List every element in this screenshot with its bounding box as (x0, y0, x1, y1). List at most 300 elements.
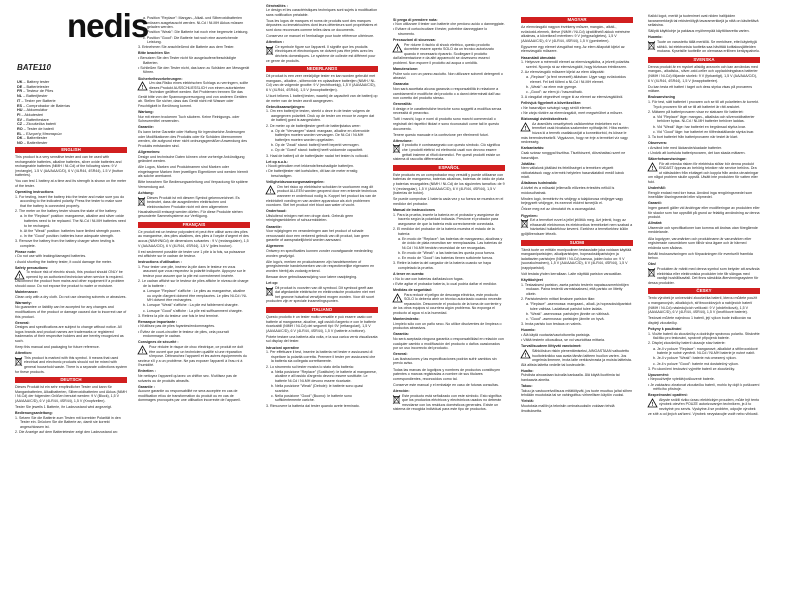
suomi-intro: Tämä tuote on erittäin monipuolinen testauslaite joka voidaan käyttää mangaaniparistojen, alkaliparistojen, hopeaoksidiparistojen ja ladattavien paristojen (NiMH / Ni-Cd) kanssa, joiden koko on: 9 V (suorakulmainen), 1,5 V (AA/AAA/C/D), 6 V (4LR44, 4SR44), 1,5 V (nappiparistot). (521, 247, 632, 270)
nederlands-instructions-title: Gebruiksaanwijzingen: (266, 104, 306, 109)
section-header-suomi: SUOMI (521, 240, 633, 246)
english-operating-list (15, 195, 127, 249)
svenska-warranty-text: Ingen garanti gäller vid ändringar eller modifieringar av produkten eller för skador som har uppstått på grund av felaktig användning av denna produkt. (648, 205, 760, 220)
suomi-maintenance-text: Puhdista ainoastaan kuivalla kankaalla. Älä käytä liuottimia tai hankaavia aineita. (521, 373, 620, 382)
deutsch-intro: Dieses Produkt ist ein sehr empfindlicher Tester und kann für Manganbatterien, Alkalibatterien, Silberoxidbatterien und Akkus (NiMH / Ni-Cd) der folgenden Größen benutzt werden: 9 V (Block), 1,5 V (AA/AAA/C/D), 6 V (4LR44, 4SR44), 1,5 V (Knopfzellen). (15, 385, 127, 403)
warning-icon (266, 186, 275, 196)
column-3 (266, 0, 378, 583)
list-item: c. In the "Good" position: batteries have adequate strength. (20, 233, 115, 238)
magyar-maintenance-title: Karbantartás: (521, 146, 545, 151)
section-header-francais: FRANÇAIS (138, 222, 250, 228)
section-header-cesky: ČESKY (648, 288, 760, 294)
deutsch-general-text: Design und technische Daten können ohne vorherige Ankündigung geändert werden. (138, 154, 245, 164)
italiano-general-text: Il design e le caratteristiche tecniche sono soggetti a modifica senza necessità di preavviso. (393, 106, 502, 116)
language-code: ES (17, 103, 23, 108)
cesky-instructions-list (648, 332, 760, 372)
francais-attention-title: Attention : (266, 40, 284, 45)
list-item: 2. De meter op de batterijtester geeft de batterijstatus weer: (266, 123, 361, 128)
cesky-intro-2: Testovat můžete najednou 1 baterii, její výkon bude indikován na displeji zkoušečky. (648, 316, 751, 325)
svg-text:!: ! (18, 274, 21, 281)
magyar-maintenance-text: Csak száraz ronggyal tisztítsa. Tisztítószert, dörzshatású szert ne használjon. (521, 150, 626, 160)
nederlands-intro-2: U kunt telkens 1 batterij testen, waarbij de capaciteit van de batterij op de meter van de tester wordt aangegeven. (266, 94, 378, 103)
magyar-safety-text: ! Az áramütés veszélyének csökkentése érdekében ezt a terméket csak hivatalos szakember nyithatja fel. Hiba esetén húzza ki a termék csatlakozóját a konnektorból, és kösse le más berendezésekről. Vigyázzon, hogy ne érje a terméket víz vagy nedvesség. (521, 121, 629, 145)
list-item: 3. Remove the battery from the battery charger when testing is complete. (15, 239, 115, 248)
language-label: – Comprobador de Baterías (22, 103, 70, 108)
list-item: a. Vid "Replace" läge: mangan-, alkaliska och silveroxidbatterier behöver bytas. Ni-Cd / Ni-MH batterier behöver laddas. (653, 114, 755, 124)
deutsch-note-title: Bitte beachten Sie: (138, 51, 171, 56)
cesky-note-list (648, 377, 760, 391)
magyar-intro: Az elemvizsgáló nagyon érzékeny műszer, mangán-, alkáli-, ezüstoxid-elemek, illetve (NiMH / Ni-Cd) újratölthető akkuk mérésére alkalmas, a következő méretben: 9 V (négyszögletes), 1,5 V (AA/AAA/C/D), 6 V (4LR44, 4SR44), 1,5 V (gombelem). (521, 25, 631, 43)
espanol-warranty-title: Garantía: (393, 332, 409, 337)
list-item: 2. Le cadran affiché sur le testeur de piles affiche le niveau de charge de la batterie : (138, 279, 249, 288)
suomi-general-text-3: Säilytä käyttöohje ja pakkaus myöhempää käyttötarvetta varten. (648, 29, 750, 34)
suomi-warranty-text: Takuu ja vastuuvelvollisuus mitätöityvät, jos tuote muuttuu ja/tai siihen tehdään muutoksia tai se vahingoittuu virheellisen käytön vuoksi. (521, 388, 633, 398)
nederlands-general-text-3: Bewaar deze gebruiksaanwijzing voor latere raadpleging. (266, 274, 358, 279)
list-item: 3. Po ukončení testování vyjměte baterii ze zkoušečky. (648, 366, 736, 371)
column-6 (648, 0, 760, 595)
list-item: • Använd inte med läckande/skadade batterier. (648, 145, 722, 150)
section-header-magyar: MAGYAR (521, 17, 633, 23)
english-note-list (15, 254, 127, 264)
section-header-english: ENGLISH (15, 147, 127, 153)
francais-general-text-2: Tous les logos de marques et noms de produits sont des marques déposées ou immatriculées dont leurs détenteurs sont propriétaires et sont donc reconnues comme telles dans ce documents. (266, 18, 378, 32)
list-item: a. „Replace" (a fent nevezett) állásban: Ugye vagy ezüstoxidos elemet. Fel kell tölteni a Ni-Cd / Ni-MH elemet. (526, 75, 626, 84)
magyar-general-text-3: Őrizze meg ezt az útmutatót és a csomagolást. (521, 207, 596, 212)
nederlands-general-text-2: Alle logo's, merken en productnamen zijn handelsmerken of geregistreerde handelsmerken van de respectievelijke eigenaren en worden hierbij als zodanig erkend. (266, 259, 375, 273)
italiano-warranty-title: Garanzia: (393, 82, 410, 87)
nederlands-general-title: Algemeen: (266, 244, 285, 249)
francais-maintenance-text: Ne nettoyez l'appareil qu'avec un chiffon sec. N'utilisez pas de solvants ou de produits abrasifs. (138, 374, 237, 383)
espanol-attention-title: Atención: (393, 388, 410, 393)
language-label: – Tester per Batterie (20, 98, 56, 103)
list-item: 3. Retirez la pile du testeur une fois le test terminé. (138, 313, 219, 318)
language-code: FR (17, 89, 23, 94)
list-item: 1. Setzen Sie die Batterie zum Testen mit korrekter Polarität in den Tester ein. Drücken Sie die Batterie an, damit sie korrekt angeschlossen ist. (15, 415, 121, 429)
francais-safety-text: ! Pour réduire le risque de choc électrique, ce produit ne doit être ouvert que par un technicien qualifié si une réparation s'impose. Débranchez l'appareil et les autres équipements du secteur s'il y a un problème. Ne pas exposer l'appareil à l'eau ni à l'humidité. (138, 344, 247, 368)
suomi-general-text: Muutoksia malliin ja teknisiin ominaisuuksiin voidaan tehdä ilmoituksetta. (521, 403, 615, 413)
warning-icon (15, 271, 24, 279)
list-item: a. Je-li v poloze "Replace": manganové, alkalické a stříbrooxidové baterie je nutné vyměnit. Ni-Cd / Ni-MH baterie je nutné nabít. (653, 346, 758, 356)
list-item: b. At the "Weak" position: batteries have limited strength power. (20, 228, 121, 233)
list-item: 3. A vizsgálat végeztével vegye ki az elemet az elemvizsgálóból. (521, 95, 624, 100)
english-general-text-2: Keep this manual and packaging for future reference. (15, 345, 100, 350)
language-label: – Tester de baterii (22, 127, 54, 132)
nederlands-safety-title: Veiligheidsvoorzorgsmaatregelen: (266, 180, 325, 185)
svenska-safety-text: ! För att minska risken för elektriska stötar bör denna produkt ENDAST öppnas av behörig tekniker när service behövs. Dra ut nätsladden från eluttaget och koppla från andra utrustningar om något problem skulle uppstå. Utsätt inte produkten för vatten eller fukt. (648, 161, 759, 184)
suomi-instructions-title: Käyttöohjeet (521, 278, 543, 283)
nederlands-note-title: Let op a.u.b.: (266, 159, 289, 164)
deutsch-general-title: Allgemeines: (138, 149, 161, 154)
list-item: 3. Rimuovere la batteria dal tester quando avete terminato. (266, 403, 360, 408)
list-item: b. "Weak" -asennossa: paristojen jännite on vähissä. (526, 312, 610, 316)
english-intro: This product is a very sensitive tester and can be used with rechargeable batteries, alkaline batteries, silver oxide batteries and rechargeable batteries (NiMH / Ni-Cd) of the following sizes: 9 V (rectangle), 1.5 V (AA/AAA/C/D), 6 V (4LR44, 4SR44), 1.5 V (button batteries). (15, 155, 124, 178)
english-maintenance-text: Clean only with a dry cloth. Do not use cleaning solvents or abrasives. (15, 294, 127, 299)
list-item: 2. Die Anzeige auf dem Batterietester zeigt den Ladezustand an: (15, 430, 118, 435)
deutsch-warranty-title: Garantie: (138, 125, 154, 130)
list-item: 3. Retire la batería del cargador de la batería cuando se haya completado la prueba. (393, 261, 491, 271)
suomi-attention-text: Tuote on varustettu tällä merkillä. Se merkitsee, ettei käytettyjä sähkö- tai elektronisia tuotteita saa hävittää kotitalousjätteiden mukana. Kyseisille tuotteille on olemassa erillinen keräyspalvelu. (648, 40, 760, 54)
english-attention-text: This product is marked with this symbol. It means that used electrical and electronic products should not be mixed with general household waste. There is a separate collections system for these products. (15, 355, 128, 374)
language-label: – Akkutesteri (20, 112, 44, 117)
italiano-attention-title: Attenzione: (393, 138, 413, 143)
weee-bin-icon (266, 287, 273, 298)
espanol-intro-2: Se puede comprobar 1 batería cada vez y su fuerza se muestra en el medidor del probador. (393, 197, 504, 206)
list-item: c. En modo de "Good": las baterías tienen suficiente fuerza. (398, 256, 494, 261)
cesky-safety-text: ! Abyste snížili riziko úrazu elektrickým proudem, může být tento výrobek otevřen POUZE autorizovaným technikem, je-li to nezbytné pro servis. Vyskytne-li se problém, odpojte výrobek ze sítě a od jiných zařízení. Výrobek nevystavujte vodě nebo vlhkosti. (648, 397, 760, 416)
magyar-note-list (521, 106, 633, 116)
deutsch-cont-list (138, 16, 250, 50)
list-item: 1. Helyezze a mérendő elemet az elemvizsgálóba, a jelzett polaritás szerint. Nyomja rá az elemvizsgálót, hogy biztosan érintkezzen. (521, 60, 630, 69)
magyar-general-text: A kivitel és a műszaki jellemzők előzetes értesítés nélkül is módosulhatnak. (521, 186, 615, 195)
italiano-intro-2: Potete testare una batteria alla volta, e la sua carica verrà visualizzata sul display del tester. (266, 334, 378, 344)
weee-bin-icon (15, 357, 22, 368)
list-item: a. En modo de "Replace": las baterías de manganeso, alcalinas y de óxido de plata necesitan ser reemplazadas. Las baterías de Ni-Cd / Ni-MH tendrán necesidad de ser recargadas. (398, 236, 503, 250)
italiano-warranty-text: Non sarà accettata alcuna garanzia o responsabilità in relazione a cambiamenti e modifiche del prodotto o a danni determinati dall'uso non corretto del prodotto stesso. (393, 86, 501, 101)
list-item: 3. Haal de batterij uit de batterijlader nadat het testen is voltooid. (266, 153, 369, 158)
list-item: 2. Lo strumento sul tester mostra lo stato della batteria: (266, 364, 354, 369)
warning-icon (393, 294, 402, 304)
italiano-note-list (393, 22, 505, 36)
list-item: • Schließen Sie den Tester nicht, das kann zu Schäden am Messgerät führen. (138, 65, 250, 75)
list-item: • Ne zárja rövidre az elemvizsgálót, mert megsérülhet a műszer. (521, 111, 623, 116)
language-list (17, 80, 127, 146)
francais-intro-2: Il est seulement possible de tester une 1 pile à la fois, sa puissance est affichée sur le cadran de testeur. (138, 249, 246, 259)
espanol-safety-title: Medidas de seguridad: (393, 288, 432, 293)
svenska-attention-text: Produkten är märkt med denna symbol som betyder att använda elektriska eller elektroniska produkter inte får slängas med vanligt hushållsavfall. Det finns särskilda återvinningssystem för dessa produkter. (648, 267, 760, 285)
list-item: b. Lorsque "Weak" s'affiche : La pile est faiblement chargée. (143, 303, 239, 308)
language-label: – Battery tester (22, 80, 50, 84)
deutsch-attention-text: Dieses Produkt ist mit diesem Symbol gekennzeichnet. Es bedeutet, dass die ausgedienten elektrischen und elektronischen Produkte nicht mit dem allgemeinen Haushaltsmüll entsorgt werden dürfen. Für diese Produkte stehen gesonderte Sammelsysteme zur Verfügung. (138, 195, 243, 219)
english-maintenance-title: Maintenance: (15, 290, 38, 295)
list-item: • Évitez de court-circuiter le testeur de piles, cela pourrait endommager le cadran. (138, 329, 229, 339)
english-safety-title: Safety precautions: (15, 265, 49, 270)
espanol-general-text: Las ilustraciones y las especificaciones podrán sufrir cambios sin previo aviso. (393, 356, 497, 366)
svenska-note-title: Observera: (648, 141, 667, 146)
english-section (15, 144, 127, 435)
suomi-maintenance-title: Huolto: (521, 368, 534, 373)
list-item: 3. Entnehmen Sie anschließend die Batterie aus dem Tester. (138, 45, 235, 50)
deutsch-instructions-list (15, 416, 127, 435)
column-2 (138, 0, 250, 597)
svenska-instructions-title: Bruksanvisning (648, 95, 675, 100)
list-item: c. Je-li v poloze "Good": baterie má dostatečný výkon. (653, 361, 739, 366)
language-code: RO (17, 127, 23, 132)
nederlands-instructions-list (266, 109, 378, 158)
weee-bin-icon (266, 46, 273, 57)
svenska-maintenance-title: Underhåll: (648, 186, 666, 191)
list-item: b. En modo de "Weak": a las baterías les queda poca fuerza. (398, 251, 495, 256)
nederlands-attention-text: Dit product is voorzien van dit symbool. Dit symbool geeft aan dat afgedankte elektrische en elektronische producten niet met het gewone huisafval verwijderd mogen worden. Voor dit soort producten zijn er speciale inzamelingspunten. (266, 285, 375, 304)
nederlands-note-list (266, 164, 378, 178)
francais-attention-text: Ce symbole figure sur l'appareil. Il signifie que les produits électriques et électroniques ne doivent pas être jetés avec les déchets domestiques. Le système de collecte est différent pour ce genre de produits. (266, 44, 376, 63)
deutsch-general-text-3: Bitte bewahren Sie Bedienungsanleitung und Verpackung für spätere Verwendung auf. (138, 180, 248, 190)
suomi-general-title: Yleistä: (521, 399, 534, 404)
francais-note-list (138, 324, 250, 338)
francais-instructions-title: Instructions d'utilisation : (138, 260, 182, 265)
svenska-intro-2: Du kan testa ett batteri i taget och dess styrka visas på provarens mätare. (648, 84, 753, 94)
espanol-attention-text: Este producto está señalizado con este símbolo. Esto significa que los productos eléctricos y electrónicos usados no deberán mezclarse con los residuos domésticos generales. Existe un sistema de recogida individual para este tipo de productos. (393, 393, 502, 412)
list-item: • Nepoužívejte vyteklé/poškozené baterie. (648, 377, 715, 382)
list-item: 3. Irrota paristo kun testaus on valmis. (521, 322, 582, 327)
list-item: • Älä käytä vuotavia/vaurioituneita paristoja. (521, 333, 591, 338)
deutsch-attention-title: Achtung: (138, 191, 154, 196)
suomi-intro-2: Voit testata yhden kerrallaan. Laite näyttää pariston varaustilan. (521, 271, 623, 276)
nederlands-maintenance-title: Onderhoud: (266, 209, 287, 214)
svenska-warranty-title: Garanti: (648, 201, 662, 206)
magyar-instructions-list (521, 60, 633, 100)
list-item: 2. El medidor del probador de la batería muestra el estado de la batería: (393, 226, 495, 236)
suomi-safety-title: Turvallisuuteen liittyvät varotoimet: (521, 344, 582, 349)
suomi-instructions-list (521, 283, 633, 327)
list-item: 3. Ta bort batteriet från batteriprovaren när testet är klart. (648, 135, 739, 140)
language-code: NO (17, 141, 23, 146)
magyar-warranty-text: Nem vállalunk jótállást és felelősséget a terméken végzett változtatások vagy a termék helytelen használatából eredő károk miatt. (521, 166, 625, 180)
italiano-maintenance-text: Pulire solo con un panno asciutto. Non utilizzare solventi detergenti o abrasivi. (393, 71, 503, 81)
weee-bin-icon (393, 144, 400, 155)
magyar-instructions-title: Használati útmutató: (521, 55, 557, 60)
svenska-maintenance-text: Rengör endast med torr trasa. Använd inga rengöringsmedel som innehåller lösningsmedel eller slipmedel. (648, 190, 753, 200)
english-general-title: General: (15, 320, 30, 325)
section-header-nederlands: NEDERLANDS (266, 66, 378, 72)
cesky-note-title: Upozornění: (648, 372, 669, 377)
language-label: – Batterijtester (22, 94, 48, 99)
list-item: b. Op de "Zwak" stand: batterij heeft beperkt vermogen. (271, 143, 360, 148)
language-label: – Batteritester (22, 141, 48, 146)
list-item: c. Position "Good": Die Batterie hat noch eine ausreichende Leistung. (143, 35, 238, 45)
svg-text:!: ! (524, 125, 527, 132)
list-item: • Evite agitar el probador batería, lo cual podría dañar el medidor. (393, 281, 497, 286)
language-label: – Batteritester (22, 136, 48, 141)
francais-general-text-3: Conservez ce manuel et l'emballage pour toute référence ultérieure. (266, 34, 375, 39)
section-header-italiano: ITALIANO (266, 307, 378, 313)
espanol-general-text-3: Conserve este manual y el embalaje en caso de futuras consultas. (393, 382, 499, 387)
list-item: • Evitare di cortocircuitare il tester, potrebbe danneggiare lo strumento. (393, 27, 488, 36)
nederlands-intro: Dit product is een zeer veelzijdige tester en kan worden gebruikt met mangaan-, alkaline-, silberoxide en oplaadbare batterijen (NiMH / Ni-Cd) van de volgende grootte: 9 V (rechthoekig), 1,5 V (AA/AAA/C/D), 6 V (4LR44, 4SR44), 1,5 V (knoopbatterijen). (266, 74, 376, 92)
language-code: IT (17, 98, 21, 103)
cesky-intro: Tento výrobek je univerzální zkoušečka baterií, kterou můžete použít u manganových, alkalických, stříbrooxidových a nabíjecích baterií (NiMH / Ni-Cd) následujících velikostí: 9 V (obdélníková), 1,5 V (AA/AAA/C/D), 6 V (4LR44, 4SR44), 1,5 V (knoflíkové baterie). (648, 296, 758, 315)
list-item: c. Nella posizione "Good" (Buono): le batterie sono sufficientemente cariche. (271, 393, 352, 403)
warning-icon (521, 123, 530, 133)
english-safety-text: ! To reduce risk of electric shock, this product should ONLY be opened by an authorized technician when service is required. Disconnect the product from mains and other equipment if a problem should occur. Do not expose the product to water or moisture. (15, 270, 125, 288)
warning-icon (138, 346, 147, 356)
weee-bin-icon (648, 41, 655, 52)
list-item: 1. For testing, insert the battery into the tester and make sure you do according to the indicated polarity. Press the tester to make sure that the battery is connected properly. (15, 194, 125, 208)
list-item: 2. Mätaren på batteriprovaren visar ev statusen för batteriet: (648, 109, 744, 114)
list-item: • Nooit gebruiken met lekkende/beschadigde batterijen. (266, 164, 354, 169)
list-item: a. Op de "Vervangen" stand: mangaan, alkaline en zilveroxide batterijen moeten worden vervangen. De Ni-Cd / Ni-MH batterijen moeten worden opgeladen. (271, 128, 370, 143)
list-item: c. „Good": az elem jó / használható. (526, 90, 583, 95)
language-code: CZ (17, 122, 23, 127)
warning-icon (648, 163, 657, 173)
francais-safety-title: Consignes de sécurité : (138, 340, 179, 345)
espanol-safety-text: ! Para reducir el peligro de descarga eléctrica, este producto SOLO lo debería abrir un técnico autorizado cuando necesite reparación. Desconecte el producto de la toma de corriente y de los otros equipos si ocurriera algún problema. No exponga el producto al agua ni a la humedad. (393, 292, 502, 315)
suomi-general-text-2: Kaikki logot, merkit ja tuotenimet ovat niiden haltijoiden tavaramerkkejä tai rekisteröityjä tavaramerkkejä ja niitä on käsiteltävä sellaisina. (648, 14, 759, 28)
list-item: 1. Vložte baterii do zkoušečky a dodržujte správnou polaritu. Stiskněte tlačítko pro testování, správně připojená baterie. (648, 331, 760, 341)
magyar-warranty-title: Jótállás: (521, 161, 536, 166)
cesky-safety-title: Bezpečnostní opatření: (648, 393, 688, 398)
language-code: HU (17, 108, 23, 113)
list-item: 1. Per effettuare il test, inserire la batteria nel tester e assicurarsi di rispettare la polarità corretta. Premere il tester per assicurarsi che la batteria sia collegata correttamente. (266, 350, 376, 364)
list-item: • N'utilisez pas de piles fuyantes/endommagées. (138, 324, 216, 329)
italiano-maintenance-title: Manutenzione: (393, 67, 419, 72)
list-item: a. Lorsque "Replace" s'affiche : Le piles au manganèse, alcaline ou oxyde d'argent doivent être remplacées. Le piles Ni-Cd / Ni-MH doivent être rechargées. (143, 289, 247, 303)
deutsch-safety-text: ! Um das Risiko eines elektrischen Schlags zu verringern, sollte dieses Produkt AUSSCHLIESSLICH von einem autorisierten Techniker geöffnet werden. Bei Problemen trennen Sie das Gerät bitte von der Spannungsversorgung und von anderen Geräten ab. Stellen Sie sicher, dass das Gerät nicht mit Wasser oder Feuchtigkeit in Berührung kommt. (138, 81, 249, 109)
weee-bin-icon (393, 395, 400, 406)
english-warranty-title: Warranty: (15, 300, 32, 305)
english-intro-2: You can test 1 battery at a time and its strength is shown on the meter of the tester. (15, 179, 127, 189)
list-item: • Vältä testerin oikosulkua, se voi vaurioittaa mittaria. (521, 338, 605, 343)
model-number: BATE110 (17, 63, 51, 72)
italiano-general-title: Generalità: (393, 102, 412, 107)
nederlands-warranty-text: Voor wijzigingen en veranderingen aan het product of schade veroorzaakt door een verkeerd gebruik van dit product, kan geen garantie of aansprakelijkheid worden aanvaard. (266, 229, 370, 243)
svenska-general-title: Allmänt: (648, 221, 663, 226)
francais-warranty-title: Garantie : (138, 384, 155, 389)
italiano-note-title: Si prega di prendere nota: (393, 17, 438, 22)
italiano-instructions-list (266, 350, 378, 408)
list-item: • Benutzen Sie den Tester nicht für ausgelaufene/beschädigte Batterien. (138, 56, 237, 65)
espanol-instructions-list (393, 213, 505, 271)
list-item: • De batterijtester niet kortsluiten, dit kan de meter ernstig beschadigen. (266, 169, 358, 179)
list-item: • Do not use with leaking/damaged batteries. (15, 254, 87, 259)
list-item: c. Lorsque "Good" s'affiche : La pile est suffisamment chargée. (143, 308, 243, 313)
espanol-instructions-title: Manual de instrucciones (393, 207, 435, 212)
magyar-note-title: Felhívjuk figyelmét a következőkre: (521, 101, 582, 106)
list-item: • Undvik att kortsluta batteriprovaren, det kan skada mätaren. (648, 150, 746, 155)
svg-text:!: ! (396, 46, 399, 53)
nederlands-warranty-title: Garantie: (266, 224, 282, 229)
list-item: 1. För test, sätt batteriet i provaren och se till att polariteten är korrekt. Tryck provaren för att se till att batteriet är rätt anslutet. (648, 99, 759, 109)
francais-intro: Ce produit est un testeur polyvalent et peut être utilisé avec des piles au manganèse, des piles alcalines, des piles à l'oxyde d'argent et des accus (NiMH/NiCd) de dimensions suivantes : 9 V (rectangulaire), 1,5 V (AA/AAA/C/D), 6 V (4LR44, 4SR44), 1,5 V (piles bouton). (138, 229, 249, 248)
italiano-attention-text: Il prodotto è contrassegnato con questo simbolo. Ciò significa che i prodotti elettrici ed elettronici usati non devono essere gettati insieme ai rifiuti domestici. Per questi prodotti esiste un sistema di raccolta differenziata. (393, 143, 501, 162)
deutsch-instructions-title: Bedienungsanleitung: (15, 411, 53, 416)
svenska-general-text-3: Behåll bruksanvisningen och förpackningen för eventuellt framtida behov. (648, 251, 753, 261)
espanol-note-title: A tener en cuenta: (393, 272, 425, 277)
francais-instructions-list (138, 265, 250, 319)
svenska-note-list (648, 146, 760, 156)
language-label: – Ελεγκτής Μπαταριών (21, 131, 62, 136)
list-item: a. Nella posizione "Replace" (Sostituire): le batterie al manganese, alcaline e all'ossido d'argento devono essere sostituite. Le batterie Ni-Cd / Ni-MH devono essere ricaricate. (271, 369, 377, 383)
italiano-intro: Questo prodotto è un tester molto versatile e può essere usato con batterie al manganese, alcaline, agli ossidi d'argento e con le batterie ricaricabili (NiMH / Ni-Cd) dei seguenti tipi: 9V (rettangolari), 1,5 V (AA/AAA/C/D), 6 V (4LR44, 4SR44), 1,5 V (batterie a bottone). (266, 315, 376, 333)
svg-text:!: ! (396, 296, 399, 303)
svg-text:!: ! (269, 188, 272, 195)
list-item: 2. Displej zkoušečky baterií ukazuje stav baterie: (648, 341, 726, 346)
francais-warranty-text: Aucune garantie ou responsabilité ne sera acceptée en cas de modification et/ou de transformation du produit ou en cas de dommages provoqués par une utilisation incorrecte de l'appareil. (138, 389, 241, 403)
espanol-note-list (393, 277, 505, 287)
suomi-note-title: Huomio: (521, 328, 536, 333)
svenska-attention-title: Obs! (648, 262, 657, 267)
language-code: FI (17, 112, 21, 117)
suomi-attention-title: Huomio: (648, 35, 663, 40)
italiano-instructions-title: Istruzioni operative (266, 345, 299, 350)
espanol-warranty-text: No será aceptada ninguna garantía o responsabilidad en relación con cualquier cambio o modificación del producto o daños ocasionados por un uso incorrecto del producto. (393, 336, 504, 351)
francais-note-title: Remarque importante : (138, 319, 178, 324)
magyar-attention-title: Figyelem: (521, 213, 538, 218)
svg-text:!: ! (524, 352, 527, 359)
francais-general-text: Le design et les caractéristiques techniques sont sujets à modification sans notification préalable. (266, 8, 378, 17)
list-item: a. In the "Replace" position: manganese, alkaline and silver oxide batteries need to be replaced. The Ni-Cd / Ni-MH batteries need to be recharged. (20, 214, 126, 228)
italiano-general-text-2: Tutti i marchi, logo e nomi di prodotto sono marchi commerciali o registrati dei rispettivi titolari e sono riconosciuti come tali in questo documento. (393, 117, 500, 131)
francais-maintenance-title: Entretien : (138, 369, 156, 374)
language-label: – Batteritestare (22, 117, 49, 122)
nederlands-maintenance-text: Uitsluitend reinigen met een droge doek. Gebruik geen reinigingsmiddelen of schuurmiddelen. (266, 213, 354, 223)
espanol-intro: Este producto es un comprobador muy versátil y puede utilizarse con baterías de manganeso, baterías alcalinas, baterías de óxido de plata y baterías recargables (NiMH / Ni-Cd) de los siguientes tamaños: de 9 V (rectangular), 1,5 V (AA/AAA/C/D), 6 V (4LR44, 4SR44), 1,5 V (baterías de botón). (393, 172, 505, 196)
list-item: b. Je-li v poloze "Weak": baterie má omezený výkon. (653, 356, 737, 361)
nederlands-general-text: Ontwerp en specificaties kunnen zonder voorafgaande mededeling worden gewijzigd. (266, 248, 373, 258)
english-attention-title: Attention: (15, 351, 32, 356)
italiano-safety-text: ! Per ridurre il rischio di shock elettrico, questo prodotto dovrebbe essere aperto SOLO da un tecnico autorizzato quando è necessario ripararlo. Scollegare il prodotto dall'alimentazione e da altri apparecchi se dovessero esserci problemi. Non esporre il prodotto ad acqua o umidità. (393, 42, 494, 65)
list-item: b. Nella posizione "Weak" (Debole): le batterie sono quasi scariche. (271, 384, 363, 393)
english-warranty-text: No guarantee or liability can be accepted for any changes and modifications of the product or damage caused due to incorrect use of this product. (15, 305, 127, 319)
list-item: 1. Para la prueba, inserte la batería en el probador y asegúrese de hacerlo según la polaridad indicada. Presione el probador para asegurarse de que la batería está correctamente conectada. (393, 212, 500, 226)
language-code: DE (17, 84, 23, 89)
weee-bin-icon (521, 219, 528, 230)
language-code: EL (17, 131, 22, 136)
language-code: DK (17, 136, 23, 141)
brand-logo: nedis (67, 7, 149, 44)
list-item: 1. Testaaksesi pariston, aseta paristo testerin napaisuusmerkintöjen mukaan. Paina testeriä varmistaaksesi, että paristo on liitetty oikein. (521, 282, 629, 296)
list-item: c. Vid "Good" läge: har batteriet en tillfredsställande styrka kvar. (653, 129, 755, 134)
list-item: • Non utilizzare il tester con batterie che perdono acido o danneggiate. (393, 22, 505, 27)
deutsch-general-text-2: Alle Logos, Marken und Produktnamen sind Marken oder eingetragene Marken ihrer jeweiligen Eigentümer und werden hiermit als solche anerkannt. (138, 165, 248, 179)
english-operating-title: Operating instructions (15, 190, 54, 195)
list-item: • No lo use con baterías dañadas/con fugas. (393, 276, 464, 281)
weee-bin-icon (648, 268, 655, 279)
language-label: – Batterietester (22, 84, 50, 89)
nederlands-safety-text: ! Om het risico op elektrische schokken te voorkomen mag dit product ALLEEN worden geopend door een erkende technicus wanneer er onderhoud nodig is. Koppel het product los van de elektriciteit voeding en van andere apparatuur als zich problemen voordoen. Stel het product niet bloot aan water of vocht. (266, 184, 377, 208)
suomi-warranty-title: Takuu: (521, 384, 533, 389)
nederlands-attention-title: Let op: (266, 281, 278, 286)
deutsch-warranty-text: Es kann keine Garantie oder Haftung für irgendwelche Änderungen oder Modifikationen des Produkts oder für Schäden übernommen werden, die aufgrund einer nicht ordnungsgemäßen Anwendung des Produkts entstanden sind. (138, 130, 248, 148)
suomi-note-list (521, 333, 633, 343)
section-header-espanol: ESPAÑOL (393, 165, 505, 171)
language-code: NL (17, 94, 23, 99)
magyar-general-text-2: Minden logó, termékrév és védjegy a tulajdonosa védjegye vagy bejegyzett védjegye, és ezennel ekként ismerjük el. (521, 196, 624, 206)
deutsch-intro-2: Tester Sie jeweils 1 Batterie, ihr Ladezustand wird angezeigt. (15, 405, 112, 410)
list-item: 2. The meter on the battery tester shows the state of the battery: (15, 209, 118, 214)
espanol-general-title: General: (393, 352, 408, 357)
language-label: – Zkoušečka baterií (22, 122, 57, 127)
svg-text:!: ! (651, 401, 654, 408)
magyar-safety-title: Biztonsági óvintézkedések: (521, 117, 568, 122)
warning-icon (648, 399, 657, 409)
deutsch-note-list (138, 56, 250, 75)
espanol-maintenance-text: Límpielo sólo con un paño seco. No utilice disolventes de limpieza o productos abrasivos. (393, 321, 502, 331)
list-item: 1. Om een batterij te testen, steekt u deze in de tester volgens de aangegeven polariteit. Druk op de tester om ervoor te zorgen dat de batterij goed is aangesloten. (266, 109, 375, 123)
language-code: SV (17, 117, 23, 122)
list-item: b. Vid "Weak" läge: har batteriet en begränsad styrka kvar. (653, 124, 746, 129)
list-item: • Ne használjon szivárgó vagy sérült elemet. (521, 105, 592, 110)
svg-text:!: ! (651, 165, 654, 172)
svenska-safety-title: Säkerhetsanvisningar: (648, 157, 687, 161)
list-item: 2. Az elemvizsgáló műszere kijelzi az elem állapotát: (521, 69, 605, 74)
list-item: c. Op de "Goed" stand: batterij heeft voldoende capaciteit. (271, 148, 364, 153)
deutsch-maintenance-text: Nur mit einem trockenen Tuch säubern. Keine Reinigungs- oder Scheuermittel verwenden. (138, 114, 240, 124)
warning-icon (138, 82, 147, 92)
section-header-svenska: SVENSKA (648, 57, 760, 63)
list-item: c. "Good" -asennossa: paristojen jännite on hyvä. (526, 317, 605, 322)
english-general-text: Designs and specifications are subject to change without notice. All logos brands and product names are trademarks or registered trademarks of their respective holders and are hereby recognized as such. (15, 325, 124, 344)
espanol-maintenance-title: Mantenimiento: (393, 317, 420, 322)
language-label: – Testeur de Piles (22, 89, 54, 94)
weee-bin-icon (138, 197, 145, 208)
warning-icon (393, 44, 402, 54)
italiano-general-text-3: Tenere questo manuale e la confezione per riferimenti futuri. (393, 132, 489, 137)
list-item: 2. Paristotesterin mittari ilmaisee pariston tilan: (521, 297, 596, 302)
language-code: UK (17, 80, 23, 84)
list-item: b. „Weak": az elem már gyenge. (526, 84, 578, 89)
list-item: a. "Replace" -asennossa: mangaani-, alkali- ja hopeaoksidiparistot tulee vaihtaa. Ladattavat paristot tulee ladata. (526, 302, 632, 311)
svenska-intro: Denna produkt är en mycket allsidig avsnorin och kan användas med mangan-, alkaliska-, silver-oxid-celler och uppladdningsbara batterier (NiMH / Ni-Cd) följande storlek: 9 V (fyrkantigt), 1,5 V (AA/AAA/C/D), 6 V (4LR44, 4SR44), 1,5 V (knappbatterier). (648, 64, 758, 83)
